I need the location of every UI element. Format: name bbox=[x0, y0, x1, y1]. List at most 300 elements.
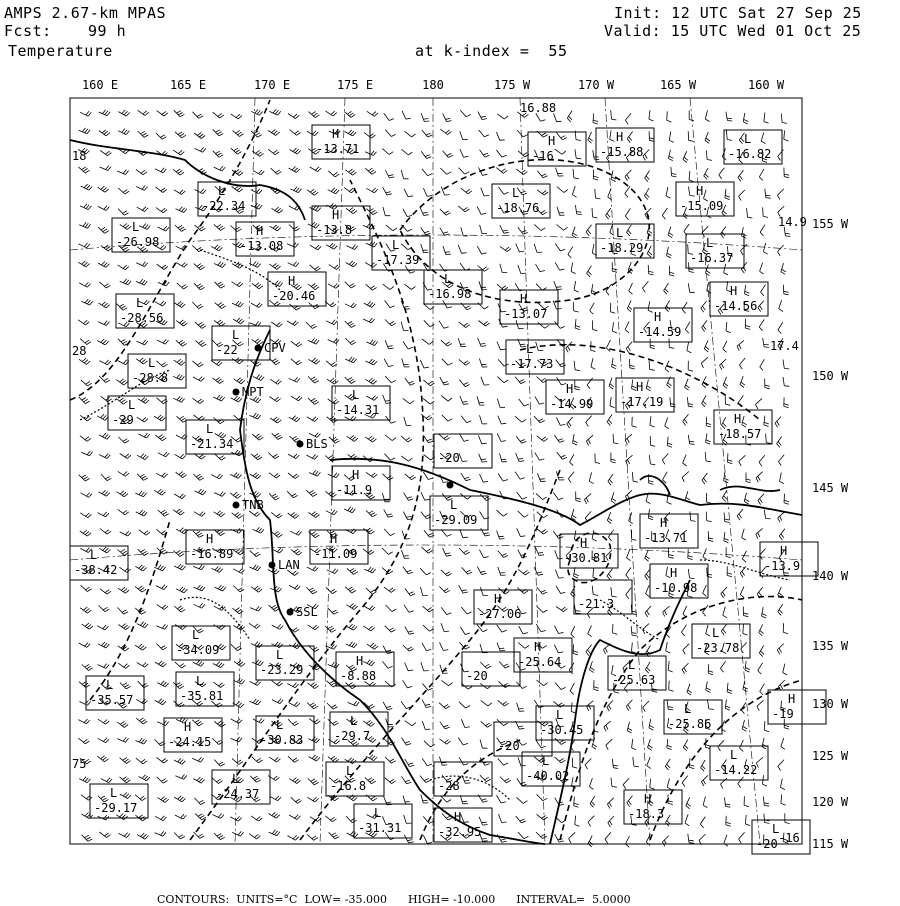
wind-barb bbox=[627, 796, 633, 807]
extremum-box bbox=[528, 132, 586, 166]
wind-barb bbox=[683, 740, 688, 751]
wind-barb bbox=[154, 489, 165, 495]
wind-barb bbox=[627, 132, 633, 143]
extremum-value: -14.99 bbox=[550, 397, 594, 411]
wind-barb bbox=[328, 339, 339, 344]
wind-barb bbox=[344, 507, 355, 513]
wind-barb bbox=[136, 186, 147, 191]
extremum-value: -14.59 bbox=[638, 325, 682, 339]
wind-barb bbox=[364, 301, 375, 307]
wind-barb bbox=[214, 492, 225, 497]
wind-barb bbox=[575, 149, 581, 159]
wind-barb bbox=[173, 150, 184, 155]
wind-barb bbox=[756, 528, 763, 538]
extremum-value: -35.57 bbox=[90, 693, 134, 707]
extremum-value: -21.3 bbox=[578, 597, 615, 611]
extremum-box bbox=[650, 564, 708, 598]
wind-barb bbox=[723, 377, 728, 388]
wind-barb bbox=[589, 778, 593, 789]
wind-barb bbox=[97, 414, 108, 420]
wind-barb bbox=[461, 188, 472, 194]
wind-barb bbox=[744, 285, 749, 296]
wind-barb bbox=[459, 322, 470, 328]
wind-barb bbox=[665, 418, 669, 429]
wind-barb bbox=[405, 589, 415, 596]
wind-barb bbox=[664, 283, 669, 294]
wind-barb bbox=[346, 261, 357, 267]
wind-barb bbox=[779, 300, 783, 311]
extremum-type: H bbox=[636, 380, 644, 394]
extremum-value: -18.76 bbox=[496, 201, 540, 215]
wind-barb bbox=[80, 607, 91, 613]
wind-barb bbox=[609, 378, 614, 389]
wind-barb bbox=[194, 283, 205, 290]
wind-barb bbox=[687, 397, 693, 407]
wind-barb bbox=[706, 625, 710, 636]
wind-barb bbox=[98, 738, 109, 743]
extremum-value: -28.56 bbox=[120, 311, 164, 325]
extremum-value: -20 bbox=[466, 669, 488, 683]
extremum-value: -20 bbox=[756, 837, 778, 851]
wind-barb bbox=[99, 376, 110, 383]
wind-barb bbox=[592, 530, 597, 541]
extremum-type: H bbox=[696, 184, 704, 198]
wind-barb bbox=[612, 759, 618, 769]
wind-barb bbox=[328, 719, 339, 725]
wind-barb bbox=[739, 455, 746, 466]
wind-barb bbox=[705, 452, 711, 462]
wind-barb bbox=[120, 758, 131, 764]
wind-barb bbox=[118, 663, 129, 668]
wind-barb bbox=[662, 208, 667, 219]
extremum-box bbox=[430, 496, 488, 530]
wind-barb bbox=[701, 775, 708, 786]
wind-barb bbox=[554, 435, 564, 442]
extremum-value: -17.73 bbox=[510, 357, 554, 371]
extremum-type: L bbox=[196, 674, 204, 688]
wind-barb bbox=[99, 130, 110, 136]
extremum-type: L bbox=[374, 806, 382, 820]
extremum-type: L bbox=[218, 184, 226, 198]
extremum-type: L bbox=[346, 764, 354, 778]
wind-barb bbox=[288, 756, 299, 762]
wind-barb bbox=[193, 565, 204, 570]
wind-barb bbox=[366, 755, 377, 761]
wind-barb bbox=[728, 453, 733, 464]
wind-barb bbox=[739, 358, 745, 369]
wind-barb bbox=[481, 528, 490, 536]
wind-barb bbox=[234, 660, 245, 666]
wind-barb bbox=[500, 246, 511, 251]
wind-barb bbox=[420, 568, 430, 575]
extremum-type: L bbox=[556, 708, 564, 722]
wind-barb bbox=[194, 264, 205, 270]
wind-barb bbox=[288, 719, 299, 725]
wind-barb bbox=[251, 586, 262, 592]
wind-barb bbox=[289, 167, 300, 173]
wind-barb bbox=[726, 131, 732, 141]
wind-barb bbox=[724, 532, 729, 543]
wind-barb bbox=[612, 358, 617, 369]
wind-barb bbox=[383, 207, 390, 216]
wind-barb bbox=[402, 111, 411, 119]
wind-barb bbox=[367, 111, 378, 116]
wind-barb bbox=[136, 758, 147, 764]
right-lon-label: 115 W bbox=[812, 837, 849, 851]
wind-barb bbox=[158, 510, 169, 516]
wind-barb bbox=[536, 494, 547, 500]
wind-barb bbox=[289, 815, 300, 820]
extremum-value: -13.07 bbox=[504, 307, 548, 321]
wind-barb bbox=[706, 433, 711, 444]
wind-barb bbox=[135, 491, 146, 497]
wind-barb bbox=[79, 701, 90, 706]
wind-barb bbox=[763, 338, 769, 347]
wind-barb bbox=[588, 816, 594, 827]
wind-barb bbox=[211, 245, 222, 251]
wind-barb bbox=[79, 682, 90, 688]
wind-barb bbox=[497, 625, 507, 632]
wind-barb bbox=[479, 281, 487, 290]
wind-barb bbox=[515, 377, 525, 384]
wind-barb bbox=[759, 455, 765, 466]
wind-barb bbox=[385, 130, 396, 137]
wind-barb bbox=[777, 436, 782, 447]
wind-barb bbox=[557, 452, 567, 459]
wind-barb bbox=[155, 168, 166, 173]
wind-barb bbox=[604, 721, 611, 731]
wind-barb bbox=[176, 207, 187, 213]
wind-barb bbox=[647, 757, 651, 768]
wind-barb bbox=[515, 416, 526, 422]
wind-barb bbox=[666, 642, 671, 653]
station-dot bbox=[447, 482, 454, 489]
wind-barb bbox=[643, 624, 650, 635]
wind-barb bbox=[575, 205, 581, 215]
wind-barb bbox=[590, 303, 595, 314]
wind-barb bbox=[233, 549, 244, 555]
extremum-type: H bbox=[256, 224, 264, 238]
wind-barb bbox=[742, 720, 747, 731]
wind-barb bbox=[79, 243, 90, 248]
wind-barb bbox=[326, 243, 337, 249]
wind-barb bbox=[175, 454, 186, 459]
wind-barb bbox=[479, 359, 487, 368]
wind-barb bbox=[720, 359, 727, 370]
wind-barb bbox=[211, 361, 222, 366]
wind-barb bbox=[118, 209, 128, 216]
wind-barb bbox=[518, 227, 528, 234]
wind-barb bbox=[176, 587, 187, 593]
extremum-value: -13.8 bbox=[316, 223, 353, 237]
extremum-type: L bbox=[526, 342, 534, 356]
wind-barb bbox=[118, 608, 129, 615]
wind-barb bbox=[557, 207, 565, 216]
wind-barb bbox=[157, 758, 168, 764]
wind-barb bbox=[329, 437, 340, 443]
wind-barb bbox=[421, 151, 431, 158]
wind-barb bbox=[158, 452, 169, 457]
wind-barb bbox=[496, 168, 507, 174]
wind-barb bbox=[765, 189, 771, 199]
wind-barb bbox=[459, 380, 469, 387]
wind-barb bbox=[517, 528, 526, 536]
wind-barb bbox=[440, 377, 449, 385]
wind-barb bbox=[366, 209, 377, 215]
wind-barb bbox=[252, 150, 263, 156]
wind-barb bbox=[690, 512, 696, 522]
wind-barb bbox=[643, 150, 649, 161]
wind-barb bbox=[458, 245, 466, 253]
wind-barb bbox=[650, 339, 655, 349]
wind-barb bbox=[576, 492, 581, 502]
extremum-type: H bbox=[654, 310, 662, 324]
wind-barb bbox=[99, 605, 110, 611]
wind-barb bbox=[118, 265, 129, 270]
wind-barb bbox=[740, 586, 744, 597]
extremum-value: -11.9 bbox=[336, 483, 373, 497]
wind-barb bbox=[480, 587, 488, 596]
wind-barb bbox=[155, 661, 166, 667]
wind-barb bbox=[536, 740, 546, 747]
extremum-box bbox=[164, 718, 222, 752]
wind-barb bbox=[118, 471, 129, 476]
wind-barb bbox=[518, 511, 529, 517]
wind-barb bbox=[663, 472, 668, 483]
wind-barb bbox=[443, 113, 452, 121]
wind-barb bbox=[762, 607, 767, 618]
wind-barb bbox=[592, 586, 598, 596]
wind-barb bbox=[404, 189, 413, 197]
wind-barb bbox=[480, 150, 490, 157]
wind-barb bbox=[481, 188, 489, 196]
wind-barb bbox=[587, 266, 592, 277]
wind-barb bbox=[590, 796, 595, 807]
wind-barb bbox=[344, 111, 355, 117]
extremum-box bbox=[330, 712, 388, 746]
wind-barb bbox=[572, 758, 577, 768]
right-lon-label: 150 W bbox=[812, 369, 849, 383]
wind-barb bbox=[385, 340, 393, 348]
extremum-type: L bbox=[392, 238, 400, 252]
wind-barb bbox=[403, 680, 413, 688]
wind-barb bbox=[593, 321, 598, 331]
wind-barb bbox=[268, 129, 279, 135]
wind-barb bbox=[422, 758, 432, 765]
wind-barb bbox=[701, 357, 708, 368]
wind-barb bbox=[459, 702, 470, 708]
wind-barb bbox=[568, 247, 573, 258]
wind-barb bbox=[555, 834, 564, 842]
wind-barb bbox=[764, 113, 769, 124]
wind-barb bbox=[249, 261, 260, 267]
wind-barb bbox=[192, 720, 203, 726]
wind-barb bbox=[345, 169, 356, 175]
init-time: Init: 12 UTC Sat 27 Sep 25 bbox=[614, 4, 862, 22]
wind-barb bbox=[80, 415, 91, 421]
wind-barb bbox=[345, 130, 356, 136]
wind-barb bbox=[136, 510, 147, 516]
wind-barb bbox=[326, 111, 337, 116]
wind-barb bbox=[308, 683, 319, 689]
extremum-type: L bbox=[450, 498, 458, 512]
wind-barb bbox=[439, 321, 449, 329]
extremum-box bbox=[236, 222, 294, 256]
wind-barb bbox=[271, 642, 282, 648]
wind-barb bbox=[213, 682, 224, 687]
extremum-value: -23.78 bbox=[696, 641, 740, 655]
wind-barb bbox=[135, 565, 146, 571]
wind-barb bbox=[760, 359, 765, 370]
coast-line bbox=[550, 580, 690, 844]
wind-barb bbox=[585, 758, 591, 769]
wind-barb bbox=[250, 550, 261, 556]
wind-barb bbox=[287, 243, 298, 248]
wind-barb bbox=[232, 358, 243, 364]
extremum-value: -27.06 bbox=[478, 607, 522, 621]
wind-barb bbox=[211, 474, 222, 479]
extremum-box bbox=[462, 652, 520, 686]
wind-barb bbox=[422, 643, 431, 651]
wind-barb bbox=[480, 775, 491, 781]
extremum-value: -34.09 bbox=[176, 643, 220, 657]
wind-barb bbox=[440, 129, 451, 135]
wind-barb bbox=[592, 208, 598, 218]
wind-barb bbox=[118, 188, 129, 194]
wind-barb bbox=[556, 607, 567, 612]
wind-barb bbox=[500, 453, 507, 462]
wind-barb bbox=[79, 222, 90, 228]
wind-barb bbox=[704, 341, 709, 352]
wind-barb bbox=[611, 492, 616, 503]
wind-barb bbox=[156, 473, 167, 478]
wind-barb bbox=[118, 360, 129, 365]
wind-barb bbox=[574, 567, 579, 578]
extremum-value: -30.45 bbox=[540, 723, 584, 737]
wind-barb bbox=[136, 358, 147, 364]
valid-time: Valid: 15 UTC Wed 01 Oct 25 bbox=[604, 22, 862, 40]
wind-barb bbox=[230, 816, 241, 821]
wind-barb bbox=[81, 184, 92, 190]
station-label: TNB bbox=[242, 498, 264, 512]
top-lon-label: 170 W bbox=[577, 78, 615, 92]
wind-barb bbox=[724, 264, 728, 275]
extremum-value: -29 bbox=[112, 413, 134, 427]
wind-barb bbox=[328, 188, 339, 194]
wind-barb bbox=[385, 300, 395, 307]
wind-barb bbox=[116, 379, 127, 385]
wind-barb bbox=[439, 757, 447, 766]
extremum-type: H bbox=[206, 532, 214, 546]
wind-barb bbox=[78, 320, 89, 325]
wind-barb bbox=[785, 813, 790, 823]
right-lon-label: 145 W bbox=[812, 481, 849, 495]
wind-barb bbox=[739, 190, 745, 201]
wind-barb bbox=[310, 167, 321, 172]
wind-barb bbox=[555, 244, 565, 251]
wind-barb bbox=[402, 738, 412, 746]
wind-barb bbox=[480, 662, 491, 668]
right-lon-label: 130 W bbox=[812, 697, 849, 711]
wind-barb bbox=[727, 683, 732, 694]
wind-barb bbox=[157, 721, 168, 726]
wind-barb bbox=[739, 832, 745, 843]
wind-barb bbox=[404, 284, 415, 289]
wind-barb bbox=[421, 113, 429, 121]
top-lon-label: 160 E bbox=[81, 78, 119, 92]
wind-barb bbox=[611, 778, 617, 788]
wind-barb bbox=[101, 474, 112, 481]
wind-barb bbox=[759, 645, 764, 656]
wind-barb bbox=[745, 661, 750, 672]
wind-barb bbox=[760, 684, 765, 695]
wind-barb bbox=[699, 834, 705, 845]
wind-barb bbox=[175, 662, 186, 668]
wind-barb bbox=[781, 738, 785, 749]
wind-barb bbox=[667, 779, 671, 790]
wind-barb bbox=[459, 434, 468, 442]
wind-barb bbox=[270, 379, 281, 384]
wind-barb bbox=[607, 798, 613, 809]
wind-barb bbox=[743, 624, 748, 635]
wind-barb bbox=[401, 170, 408, 179]
wind-barb bbox=[584, 494, 591, 504]
wind-barb bbox=[307, 834, 318, 840]
wind-barb bbox=[683, 455, 687, 466]
wind-barb bbox=[783, 623, 788, 634]
wind-barb bbox=[665, 759, 670, 770]
extremum-value: -24.15 bbox=[168, 735, 212, 749]
wind-barb bbox=[78, 261, 89, 267]
wind-barb bbox=[519, 399, 529, 406]
extremum-value: -21.34 bbox=[190, 437, 234, 451]
wind-barb bbox=[517, 492, 527, 499]
wind-barb bbox=[683, 606, 687, 617]
wind-barb bbox=[79, 282, 90, 287]
wind-barb bbox=[575, 380, 580, 390]
wind-barb bbox=[497, 132, 505, 140]
wind-barb bbox=[706, 681, 711, 692]
top-lon-label: 175 E bbox=[336, 78, 374, 92]
wind-barb bbox=[737, 509, 743, 520]
wind-barb bbox=[118, 110, 129, 116]
wind-barb bbox=[175, 775, 186, 780]
wind-barb bbox=[139, 775, 150, 781]
wind-barb bbox=[232, 512, 243, 518]
wind-barb bbox=[290, 130, 301, 136]
extremum-value: -14.31 bbox=[336, 403, 380, 417]
wind-barb bbox=[439, 434, 450, 440]
wind-barb bbox=[766, 434, 772, 444]
wind-barb bbox=[756, 472, 763, 483]
wind-barb bbox=[440, 796, 451, 802]
wind-barb bbox=[212, 738, 223, 744]
graticule-line bbox=[70, 545, 802, 560]
wind-barb bbox=[571, 263, 576, 274]
wind-barb bbox=[251, 816, 262, 821]
wind-barb bbox=[99, 302, 110, 308]
wind-barb bbox=[386, 605, 397, 612]
wind-barb bbox=[625, 113, 631, 124]
wind-barb bbox=[746, 473, 751, 483]
extremum-type: H bbox=[660, 516, 668, 530]
edge-label: 14.9 bbox=[778, 215, 807, 229]
wind-barb bbox=[702, 396, 707, 407]
right-lon-label: 155 W bbox=[812, 217, 849, 231]
wind-barb bbox=[287, 321, 298, 326]
wind-barb bbox=[726, 816, 731, 827]
wind-barb bbox=[250, 606, 261, 611]
